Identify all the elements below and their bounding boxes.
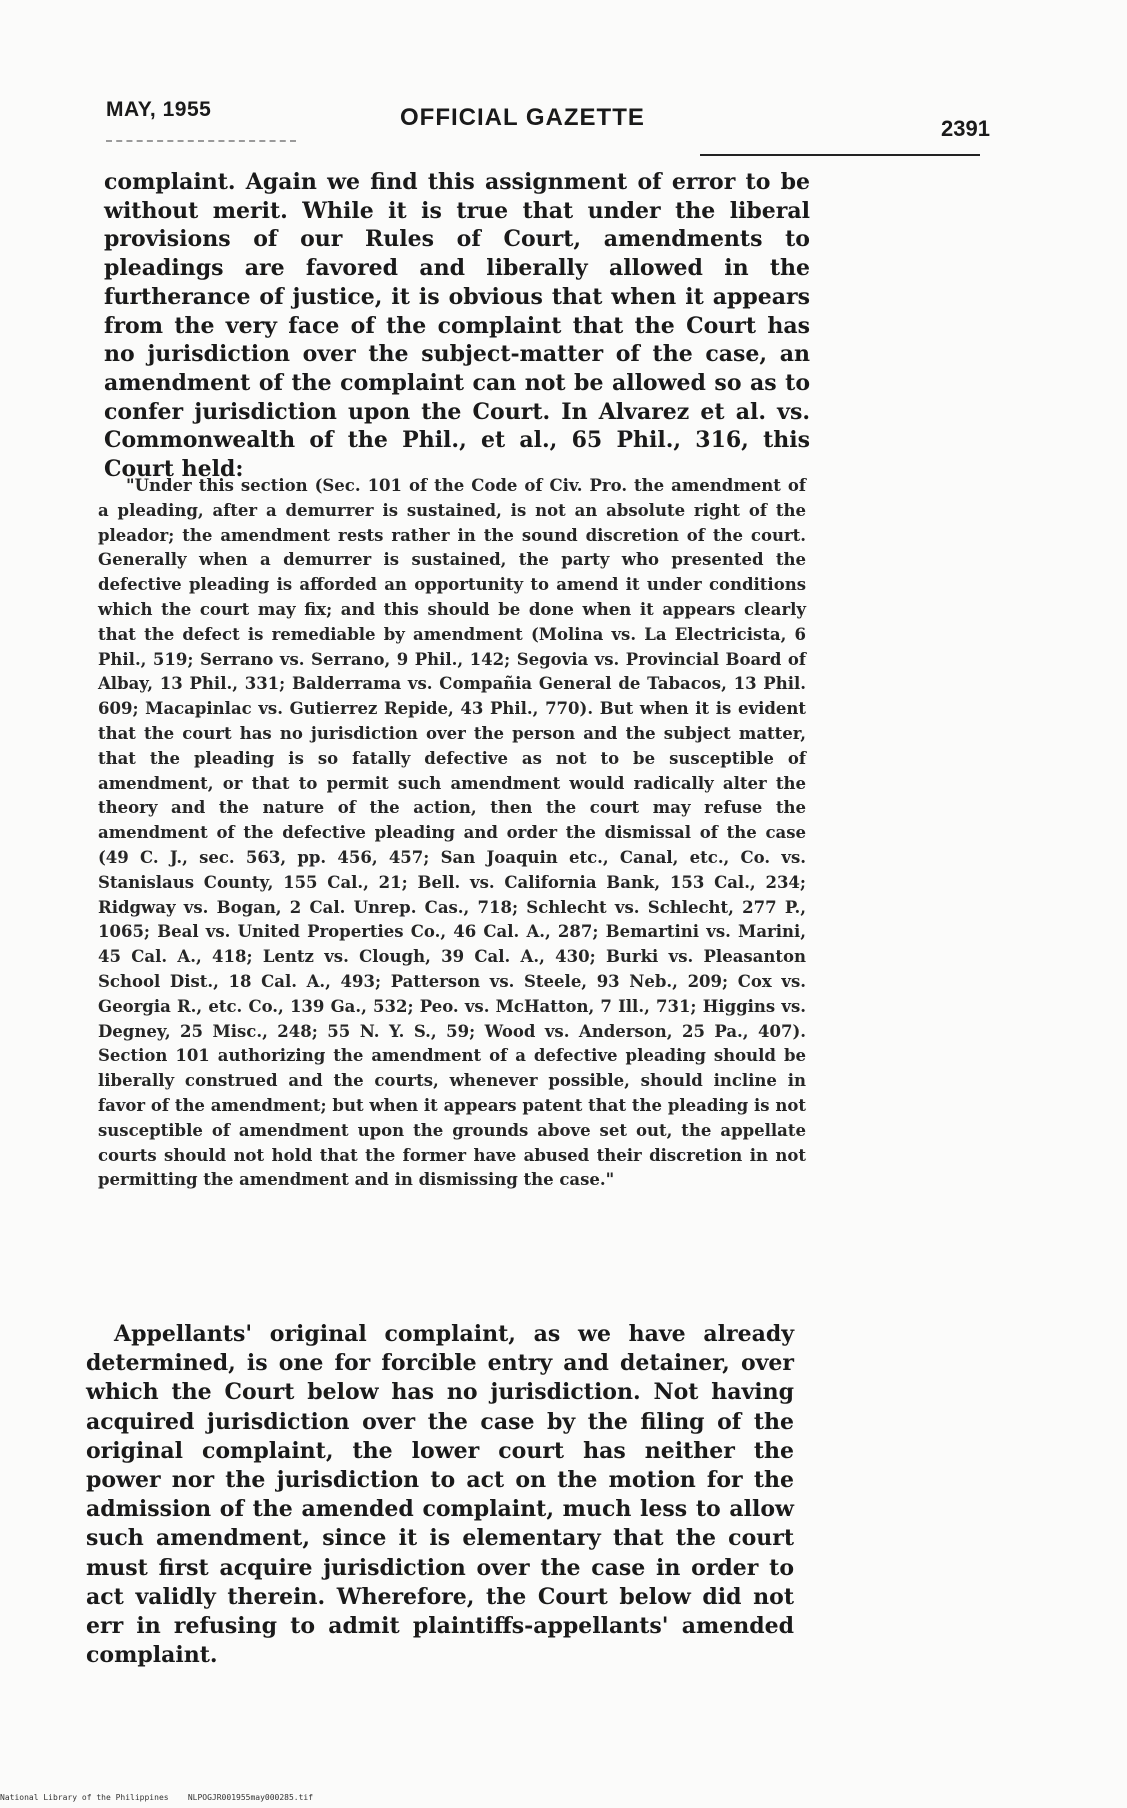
intro-paragraph: complaint. Again we find this assignment of error to be without merit. While it is true that under the liberal provisions of our Rules of Court, amendments to pleadings are favored and liberally allowed in the furtherance of justice, it is obvious that when it appears from the very face of the complaint that the Court has no jurisdiction over the subject-matter of the case, an amendment of the complaint can not be allowed so as to confer jurisdiction upon the Court. In Alvarez et al. vs. Commonwealth of the Phil., et al., 65 Phil., 316, this Court held: <box>104 169 810 483</box>
page-number: 2391 <box>941 116 990 141</box>
page-header <box>100 96 990 156</box>
issue-date: MAY, 1955 <box>106 98 212 121</box>
header-rule-left <box>106 140 296 142</box>
header-rule-right <box>700 154 980 156</box>
quoted-passage: "Under this section (Sec. 101 of the Code of Civ. Pro. the amendment of a pleading, after a demurrer is sustained, is not an absolute right of the pleador; the amendment rests rather in the sound discretion of the court. Generally when a demurrer is sustained, the party who presented the defective pleading is afforded an opportunity to amend it under conditions which the court may fix; and this should be done when it appears clearly that the defect is remediable by amendment (Molina vs. La Electricista, 6 Phil., 519; Serrano vs. Serrano, 9 Phil., 142; Segovia vs. Provincial Board of Albay, 13 Phil., 331; Balderrama vs. Compañia General de Tabacos, 13 Phil. 609; Macapinlac vs. Gutierrez Repide, 43 Phil., 770). But when it is evident that the court has no jurisdiction over the person and the subject matter, that the pleading is so fatally defective as not to be susceptible of amendment, or that to permit such amendment would radically alter the theory and the nature of the action, then the court may refuse the amendment of the defective pleading and order the dismissal of the case (49 C. J., sec. 563, pp. 456, 457; San Joaquin etc., Canal, etc., Co. vs. Stanislaus County, 155 Cal., 21; Bell. vs. California Bank, 153 Cal., 234; Ridgway vs. Bogan, 2 Cal. Unrep. Cas., 718; Schlecht vs. Schlecht, 277 P., 1065; Beal vs. United Properties Co., 46 Cal. A., 287; Bemartini vs. Marini, 45 Cal. A., 418; Lentz vs. Clough, 39 Cal. A., 430; Burki vs. Pleasanton School Dist., 18 Cal. A., 493; Patterson vs. Steele, 93 Neb., 209; Cox vs. Georgia R., etc. Co., 139 Ga., 532; Peo. vs. McHatton, 7 Ill., 731; Higgins vs. Degney, 25 Misc., 248; 55 N. Y. S., 59; Wood vs. Anderson, 25 Pa., 407). Section 101 authorizing the amendment of a defective pleading should be liberally construed and the courts, whenever possible, should incline in favor of the amendment; but when it appears patent that the pleading is not susceptible of amendment upon the grounds above set out, the appellate courts should not hold that the former have abused their discretion in not permitting the amendment and in dismissing the case." <box>98 476 806 1190</box>
publication-title: OFFICIAL GAZETTE <box>400 104 645 131</box>
scan-footer: National Library of the Philippines NLPOGJR001955may000285.tif <box>0 1793 314 1802</box>
conclusion-paragraph: Appellants' original complaint, as we have already determined, is one for forcible entry and detainer, over which the Court below has no jurisdiction. Not having acquired jurisdiction over the case by the filing of the original complaint, the lower court has neither the power nor the jurisdiction to act on the motion for the admission of the amended complaint, much less to allow such amendment, since it is elementary that the court must first acquire jurisdiction over the case in order to act validly therein. Wherefore, the Court below did not err in refusing to admit plaintiffs-appellants' amended complaint. <box>86 1321 794 1669</box>
